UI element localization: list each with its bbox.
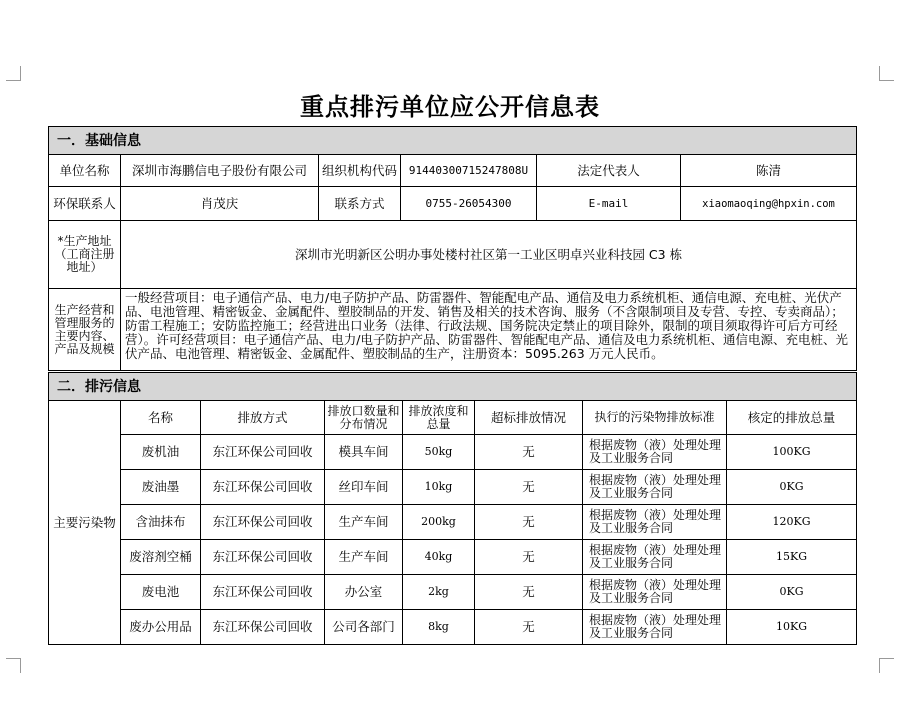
exceed-status: 无 (475, 575, 583, 610)
table-row (49, 470, 857, 505)
outlet-location: 模具车间 (325, 435, 403, 470)
discharge-method: 东江环保公司回收 (201, 575, 325, 610)
org-code-label: 组织机构代码 (319, 155, 401, 187)
table-row (49, 610, 857, 645)
pollutant-name: 含油抹布 (121, 505, 201, 540)
table-row (49, 435, 857, 470)
pollutant-name: 废溶剂空桶 (121, 540, 201, 575)
emission-standard: 根据废物（液）处理处理及工业服务合同 (583, 435, 727, 470)
crop-mark-bottom-left (6, 658, 21, 673)
header-standard: 执行的污染物排放标准 (583, 401, 727, 435)
crop-mark-top-left (6, 66, 21, 81)
concentration: 200kg (403, 505, 475, 540)
exceed-status: 无 (475, 610, 583, 645)
header-total: 核定的排放总量 (727, 401, 857, 435)
address-value: 深圳市光明新区公明办事处楼村社区第一工业区明卓兴业科技园 C3 栋 (121, 221, 857, 289)
exceed-status: 无 (475, 540, 583, 575)
pollutant-name: 废办公用品 (121, 610, 201, 645)
business-scope-text: 一般经营项目：电子通信产品、电力/电子防护产品、防雷器件、智能配电产品、通信及电力系统机柜、通信电源、充电桩、光伏产品、电池管理、精密钣金、金属配件、塑胶制品的开发、销售及相关的技术咨询、服务（不含限制项目及专营、专控、专卖商品）；防雷工程施工；安防监控施工；经营进出口业务（法律、行政法规、国务院决定禁止的项目除外，限制的项目须取得许可后方可经营）。许可经营项目：电子通信产品、电力/电子防护产品、防雷器件、智能配电产品、通信及电力系统机柜、通信电源、充电桩、光伏产品、电池管理、精密钣金、金属配件、塑胶制品的生产，注册资本：5095.263 万元人民币。 (121, 289, 857, 371)
approved-total: 10KG (727, 610, 857, 645)
crop-mark-top-right (879, 66, 894, 81)
header-method: 排放方式 (201, 401, 325, 435)
exceed-status: 无 (475, 435, 583, 470)
approved-total: 100KG (727, 435, 857, 470)
phone-value: 0755-26054300 (401, 187, 537, 221)
pollutant-name: 废电池 (121, 575, 201, 610)
table-row (49, 505, 857, 540)
legal-rep-label: 法定代表人 (537, 155, 681, 187)
crop-mark-bottom-right (879, 658, 894, 673)
page-title: 重点排污单位应公开信息表 (300, 92, 600, 121)
emission-info-table (48, 372, 857, 645)
approved-total: 0KG (727, 575, 857, 610)
header-name: 名称 (121, 401, 201, 435)
env-contact-label: 环保联系人 (49, 187, 121, 221)
table-row (49, 575, 857, 610)
pollutant-name: 废油墨 (121, 470, 201, 505)
emission-standard: 根据废物（液）处理处理及工业服务合同 (583, 540, 727, 575)
email-value: xiaomaoqing@hpxin.com (681, 187, 857, 221)
emission-standard: 根据废物（液）处理处理及工业服务合同 (583, 610, 727, 645)
org-code-value: 91440300715247808U (401, 155, 537, 187)
approved-total: 15KG (727, 540, 857, 575)
pollutant-group-label: 主要污染物 (49, 401, 121, 645)
contact-method-label: 联系方式 (319, 187, 401, 221)
emission-standard: 根据废物（液）处理处理及工业服务合同 (583, 470, 727, 505)
pollutant-name: 废机油 (121, 435, 201, 470)
header-outlet: 排放口数量和分布情况 (325, 401, 403, 435)
header-exceed: 超标排放情况 (475, 401, 583, 435)
basic-info-table (48, 126, 857, 371)
concentration: 2kg (403, 575, 475, 610)
outlet-location: 生产车间 (325, 505, 403, 540)
outlet-location: 丝印车间 (325, 470, 403, 505)
header-concentration: 排放浓度和总量 (403, 401, 475, 435)
concentration: 50kg (403, 435, 475, 470)
legal-rep-value: 陈清 (681, 155, 857, 187)
concentration: 8kg (403, 610, 475, 645)
section-basic-heading: 一．基础信息 (49, 127, 857, 155)
outlet-location: 办公室 (325, 575, 403, 610)
email-label: E-mail (537, 187, 681, 221)
discharge-method: 东江环保公司回收 (201, 540, 325, 575)
emission-standard: 根据废物（液）处理处理及工业服务合同 (583, 505, 727, 540)
exceed-status: 无 (475, 505, 583, 540)
discharge-method: 东江环保公司回收 (201, 505, 325, 540)
env-contact-value: 肖茂庆 (121, 187, 319, 221)
concentration: 40kg (403, 540, 475, 575)
exceed-status: 无 (475, 470, 583, 505)
table-row (49, 540, 857, 575)
approved-total: 0KG (727, 470, 857, 505)
approved-total: 120KG (727, 505, 857, 540)
section-emission-heading: 二．排污信息 (49, 373, 857, 401)
outlet-location: 生产车间 (325, 540, 403, 575)
business-label: 生产经营和管理服务的主要内容、产品及规模 (49, 289, 121, 371)
outlet-location: 公司各部门 (325, 610, 403, 645)
unit-name-label: 单位名称 (49, 155, 121, 187)
concentration: 10kg (403, 470, 475, 505)
discharge-method: 东江环保公司回收 (201, 610, 325, 645)
discharge-method: 东江环保公司回收 (201, 435, 325, 470)
emission-standard: 根据废物（液）处理处理及工业服务合同 (583, 575, 727, 610)
discharge-method: 东江环保公司回收 (201, 470, 325, 505)
unit-name-value: 深圳市海鹏信电子股份有限公司 (121, 155, 319, 187)
address-label: *生产地址（工商注册地址） (49, 221, 121, 289)
